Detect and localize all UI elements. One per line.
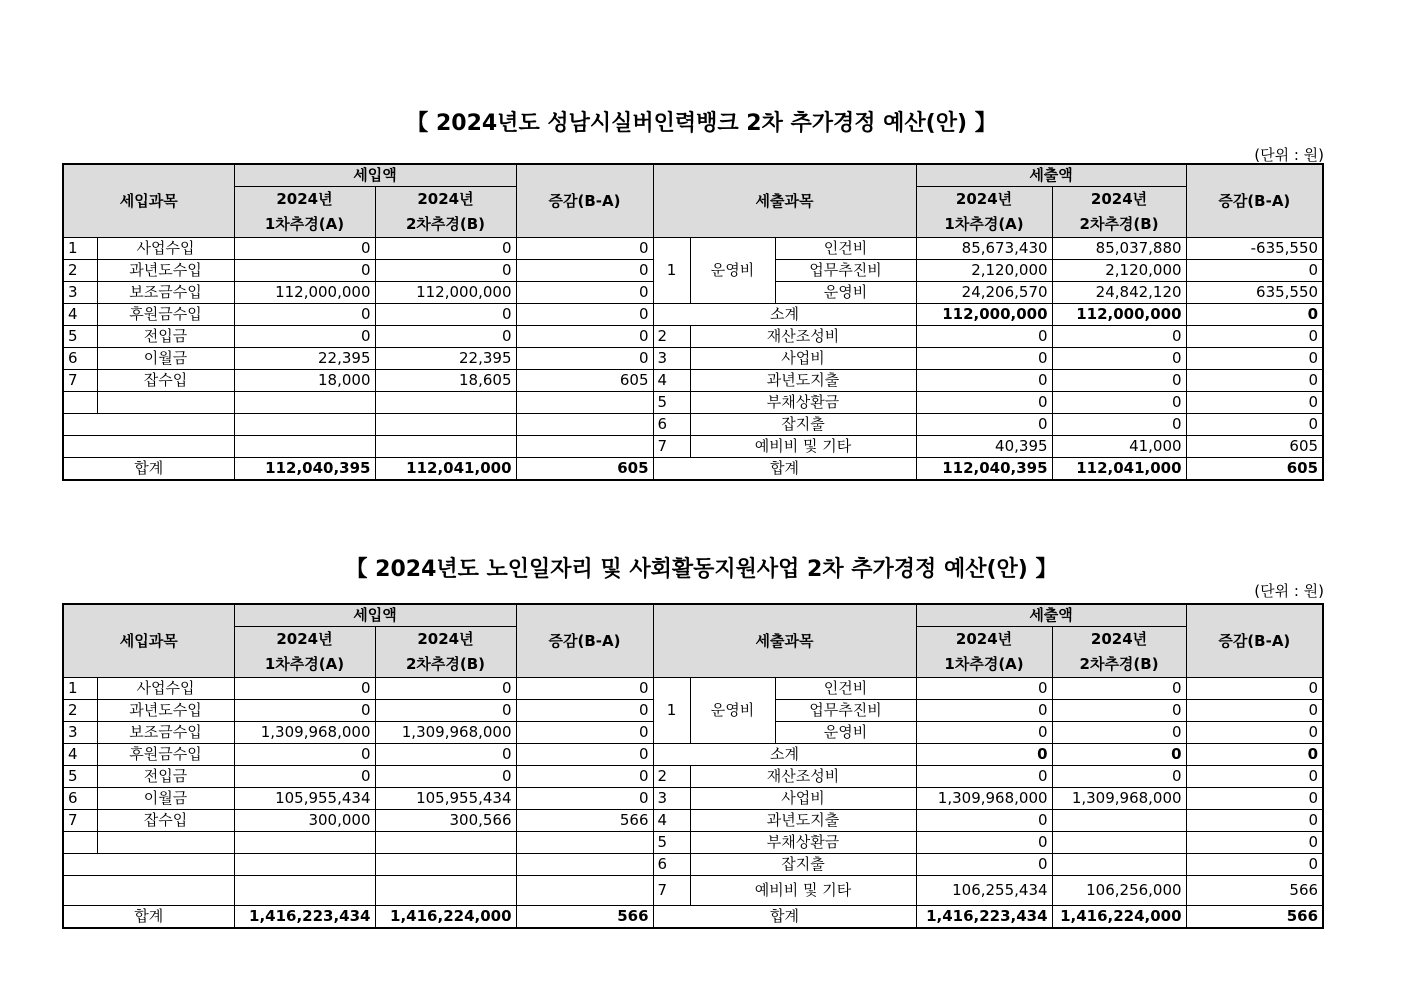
expense-total-label: 합계 bbox=[653, 458, 916, 481]
income-a-empty bbox=[234, 854, 375, 876]
expense-no: 2 bbox=[653, 326, 690, 348]
table-row bbox=[63, 854, 1323, 876]
expense-group-no: 1 bbox=[653, 238, 690, 304]
income-a: 18,000 bbox=[234, 370, 375, 392]
expense-diff: 0 bbox=[1186, 678, 1323, 700]
expense-no: 3 bbox=[653, 788, 690, 810]
expense-diff: 0 bbox=[1186, 370, 1323, 392]
expense-a: 1,309,968,000 bbox=[916, 788, 1052, 810]
income-b-empty bbox=[375, 436, 516, 458]
header-expense-subject: 세출과목 bbox=[653, 164, 916, 238]
expense-name: 예비비 및 기타 bbox=[690, 876, 916, 906]
table-row bbox=[63, 304, 1323, 326]
expense-b: 0 bbox=[1052, 414, 1186, 436]
expense-no: 4 bbox=[653, 370, 690, 392]
income-name: 사업수입 bbox=[97, 238, 234, 260]
expense-b: 0 bbox=[1052, 766, 1186, 788]
expense-b: 1,309,968,000 bbox=[1052, 788, 1186, 810]
income-total-label: 합계 bbox=[63, 458, 234, 481]
income-name: 이월금 bbox=[97, 788, 234, 810]
expense-total-diff: 605 bbox=[1186, 458, 1323, 481]
expense-total-diff: 566 bbox=[1186, 906, 1323, 929]
table-row bbox=[63, 744, 1323, 766]
expense-no: 2 bbox=[653, 766, 690, 788]
expense-total-label: 합계 bbox=[653, 906, 916, 929]
income-no: 6 bbox=[63, 788, 97, 810]
expense-a: 0 bbox=[916, 854, 1052, 876]
income-b-empty bbox=[375, 414, 516, 436]
income-no: 3 bbox=[63, 722, 97, 744]
expense-no: 7 bbox=[653, 436, 690, 458]
table-row bbox=[63, 876, 1323, 906]
expense-item-name: 인건비 bbox=[775, 238, 916, 260]
header-expense-diff: 증감(B-A) bbox=[1186, 164, 1323, 238]
income-diff: 0 bbox=[516, 304, 653, 326]
expense-a: 0 bbox=[916, 810, 1052, 832]
expense-b bbox=[1052, 832, 1186, 854]
expense-no: 7 bbox=[653, 876, 690, 906]
income-diff: 0 bbox=[516, 744, 653, 766]
budget-table-2 bbox=[62, 603, 1324, 929]
income-name-empty bbox=[63, 854, 234, 876]
income-no: 5 bbox=[63, 326, 97, 348]
income-name: 과년도수입 bbox=[97, 700, 234, 722]
budget-table-1 bbox=[62, 163, 1324, 481]
income-name-empty bbox=[63, 436, 234, 458]
expense-name: 과년도지출 bbox=[690, 370, 916, 392]
header-expense-subject: 세출과목 bbox=[653, 604, 916, 678]
expense-item-name: 업무추진비 bbox=[775, 260, 916, 282]
income-name: 보조금수입 bbox=[97, 282, 234, 304]
expense-total-a: 1,416,223,434 bbox=[916, 906, 1052, 929]
expense-diff: 0 bbox=[1186, 722, 1323, 744]
income-no: 3 bbox=[63, 282, 97, 304]
header-income-diff: 증감(B-A) bbox=[516, 164, 653, 238]
income-name-empty bbox=[63, 414, 234, 436]
income-a-empty bbox=[234, 414, 375, 436]
expense-b: 41,000 bbox=[1052, 436, 1186, 458]
income-a: 22,395 bbox=[234, 348, 375, 370]
expense-a: 85,673,430 bbox=[916, 238, 1052, 260]
income-b: 0 bbox=[375, 744, 516, 766]
expense-name: 재산조성비 bbox=[690, 326, 916, 348]
expense-no: 3 bbox=[653, 348, 690, 370]
expense-item-name: 인건비 bbox=[775, 678, 916, 700]
expense-subtotal-b: 0 bbox=[1052, 744, 1186, 766]
expense-name: 예비비 및 기타 bbox=[690, 436, 916, 458]
expense-b: 0 bbox=[1052, 370, 1186, 392]
income-b-empty bbox=[375, 854, 516, 876]
income-b: 0 bbox=[375, 326, 516, 348]
income-total-b: 1,416,224,000 bbox=[375, 906, 516, 929]
expense-b bbox=[1052, 810, 1186, 832]
income-b-empty bbox=[375, 832, 516, 854]
expense-group-name: 운영비 bbox=[690, 238, 775, 304]
income-name: 후원금수입 bbox=[97, 744, 234, 766]
income-no-empty bbox=[63, 392, 97, 414]
header-col-b: 2024년 2차추경(B) bbox=[375, 187, 516, 238]
income-diff: 0 bbox=[516, 260, 653, 282]
income-a-empty bbox=[234, 832, 375, 854]
expense-group-no: 1 bbox=[653, 678, 690, 744]
income-total-label: 합계 bbox=[63, 906, 234, 929]
table1-unit: (단위 : 원) bbox=[1254, 146, 1324, 164]
income-a: 0 bbox=[234, 304, 375, 326]
income-a: 0 bbox=[234, 326, 375, 348]
income-a-empty bbox=[234, 436, 375, 458]
income-a: 0 bbox=[234, 238, 375, 260]
header-income-subject: 세입과목 bbox=[63, 164, 234, 238]
expense-subtotal-b: 112,000,000 bbox=[1052, 304, 1186, 326]
header-expense-col-a: 2024년 1차추경(A) bbox=[916, 627, 1052, 678]
header-col-a: 2024년 1차추경(A) bbox=[234, 627, 375, 678]
expense-name: 부채상환금 bbox=[690, 832, 916, 854]
table-row bbox=[63, 436, 1323, 458]
expense-b: 0 bbox=[1052, 678, 1186, 700]
expense-subtotal-a: 0 bbox=[916, 744, 1052, 766]
income-diff: 0 bbox=[516, 766, 653, 788]
expense-diff: -635,550 bbox=[1186, 238, 1323, 260]
income-no-empty bbox=[63, 832, 97, 854]
income-b: 0 bbox=[375, 260, 516, 282]
income-no: 5 bbox=[63, 766, 97, 788]
income-total-diff: 605 bbox=[516, 458, 653, 481]
expense-a: 0 bbox=[916, 766, 1052, 788]
table-row bbox=[63, 348, 1323, 370]
income-b: 0 bbox=[375, 678, 516, 700]
income-no: 4 bbox=[63, 744, 97, 766]
table-row bbox=[63, 326, 1323, 348]
income-b: 1,309,968,000 bbox=[375, 722, 516, 744]
expense-subtotal-a: 112,000,000 bbox=[916, 304, 1052, 326]
expense-total-b: 112,041,000 bbox=[1052, 458, 1186, 481]
expense-diff: 0 bbox=[1186, 810, 1323, 832]
expense-b: 0 bbox=[1052, 348, 1186, 370]
expense-b: 2,120,000 bbox=[1052, 260, 1186, 282]
income-total-b: 112,041,000 bbox=[375, 458, 516, 481]
expense-no: 5 bbox=[653, 832, 690, 854]
income-b-empty bbox=[375, 876, 516, 906]
expense-no: 6 bbox=[653, 414, 690, 436]
expense-no: 5 bbox=[653, 392, 690, 414]
income-b: 0 bbox=[375, 700, 516, 722]
expense-a: 2,120,000 bbox=[916, 260, 1052, 282]
expense-item-name: 운영비 bbox=[775, 282, 916, 304]
expense-diff: 0 bbox=[1186, 700, 1323, 722]
expense-b: 0 bbox=[1052, 392, 1186, 414]
income-diff: 566 bbox=[516, 810, 653, 832]
header-col-a: 2024년 1차추경(A) bbox=[234, 187, 375, 238]
income-a-empty bbox=[234, 392, 375, 414]
expense-diff: 0 bbox=[1186, 326, 1323, 348]
expense-subtotal-label: 소계 bbox=[653, 744, 916, 766]
header-income-subject: 세입과목 bbox=[63, 604, 234, 678]
income-diff: 0 bbox=[516, 788, 653, 810]
expense-item-name: 운영비 bbox=[775, 722, 916, 744]
income-name: 이월금 bbox=[97, 348, 234, 370]
income-diff: 0 bbox=[516, 326, 653, 348]
income-name-empty bbox=[97, 392, 234, 414]
table-row bbox=[63, 832, 1323, 854]
header-income-amount: 세입액 bbox=[234, 604, 516, 627]
income-total-a: 112,040,395 bbox=[234, 458, 375, 481]
income-b: 105,955,434 bbox=[375, 788, 516, 810]
income-name-empty bbox=[97, 832, 234, 854]
income-no: 7 bbox=[63, 370, 97, 392]
expense-no: 4 bbox=[653, 810, 690, 832]
expense-total-a: 112,040,395 bbox=[916, 458, 1052, 481]
expense-diff: 0 bbox=[1186, 766, 1323, 788]
table2-title: 【 2024년도 노인일자리 및 사회활동지원사업 2차 추가경정 예산(안) 】 bbox=[345, 557, 1058, 582]
table-row bbox=[63, 678, 1323, 700]
income-name: 전입금 bbox=[97, 766, 234, 788]
income-a-empty bbox=[234, 876, 375, 906]
expense-a: 0 bbox=[916, 370, 1052, 392]
income-b-empty bbox=[375, 392, 516, 414]
header-income-diff: 증감(B-A) bbox=[516, 604, 653, 678]
income-b: 0 bbox=[375, 304, 516, 326]
income-diff: 0 bbox=[516, 678, 653, 700]
expense-diff: 605 bbox=[1186, 436, 1323, 458]
income-name: 사업수입 bbox=[97, 678, 234, 700]
expense-a: 0 bbox=[916, 414, 1052, 436]
expense-b: 0 bbox=[1052, 326, 1186, 348]
table-row bbox=[63, 788, 1323, 810]
expense-name: 부채상환금 bbox=[690, 392, 916, 414]
income-b: 112,000,000 bbox=[375, 282, 516, 304]
expense-diff: 0 bbox=[1186, 788, 1323, 810]
income-no: 1 bbox=[63, 678, 97, 700]
income-total-diff: 566 bbox=[516, 906, 653, 929]
header-expense-col-a: 2024년 1차추경(A) bbox=[916, 187, 1052, 238]
income-a: 0 bbox=[234, 744, 375, 766]
table2-unit: (단위 : 원) bbox=[1254, 582, 1324, 600]
table-row bbox=[63, 810, 1323, 832]
income-diff: 0 bbox=[516, 348, 653, 370]
expense-a: 0 bbox=[916, 392, 1052, 414]
header-expense-amount: 세출액 bbox=[916, 604, 1186, 627]
income-total-a: 1,416,223,434 bbox=[234, 906, 375, 929]
income-a: 0 bbox=[234, 700, 375, 722]
expense-diff: 0 bbox=[1186, 414, 1323, 436]
expense-no: 6 bbox=[653, 854, 690, 876]
income-no: 7 bbox=[63, 810, 97, 832]
income-name: 과년도수입 bbox=[97, 260, 234, 282]
income-diff-empty bbox=[516, 876, 653, 906]
income-no: 4 bbox=[63, 304, 97, 326]
expense-a: 0 bbox=[916, 678, 1052, 700]
income-diff: 0 bbox=[516, 700, 653, 722]
expense-diff: 0 bbox=[1186, 392, 1323, 414]
expense-item-name: 업무추진비 bbox=[775, 700, 916, 722]
income-diff: 0 bbox=[516, 282, 653, 304]
expense-name: 사업비 bbox=[690, 348, 916, 370]
income-a: 300,000 bbox=[234, 810, 375, 832]
header-income-amount: 세입액 bbox=[234, 164, 516, 187]
income-b: 18,605 bbox=[375, 370, 516, 392]
income-name: 잡수입 bbox=[97, 810, 234, 832]
expense-b: 85,037,880 bbox=[1052, 238, 1186, 260]
expense-diff: 0 bbox=[1186, 260, 1323, 282]
expense-b: 0 bbox=[1052, 700, 1186, 722]
income-b: 22,395 bbox=[375, 348, 516, 370]
table-row bbox=[63, 370, 1323, 392]
income-diff-empty bbox=[516, 436, 653, 458]
expense-a: 0 bbox=[916, 348, 1052, 370]
income-diff: 605 bbox=[516, 370, 653, 392]
table-row bbox=[63, 238, 1323, 260]
income-a: 112,000,000 bbox=[234, 282, 375, 304]
table-row bbox=[63, 392, 1323, 414]
expense-name: 사업비 bbox=[690, 788, 916, 810]
table-row bbox=[63, 766, 1323, 788]
expense-name: 잡지출 bbox=[690, 854, 916, 876]
header-expense-col-b: 2024년 2차추경(B) bbox=[1052, 187, 1186, 238]
expense-a: 0 bbox=[916, 722, 1052, 744]
expense-subtotal-diff: 0 bbox=[1186, 744, 1323, 766]
income-a: 0 bbox=[234, 678, 375, 700]
income-no: 2 bbox=[63, 700, 97, 722]
income-a: 0 bbox=[234, 260, 375, 282]
total-row bbox=[63, 458, 1323, 481]
expense-diff: 635,550 bbox=[1186, 282, 1323, 304]
expense-subtotal-diff: 0 bbox=[1186, 304, 1323, 326]
header-expense-amount: 세출액 bbox=[916, 164, 1186, 187]
income-name: 보조금수입 bbox=[97, 722, 234, 744]
expense-a: 24,206,570 bbox=[916, 282, 1052, 304]
expense-diff: 0 bbox=[1186, 348, 1323, 370]
income-name: 후원금수입 bbox=[97, 304, 234, 326]
income-diff-empty bbox=[516, 414, 653, 436]
table1-title: 【 2024년도 성남시실버인력뱅크 2차 추가경정 예산(안) 】 bbox=[406, 111, 997, 136]
expense-subtotal-label: 소계 bbox=[653, 304, 916, 326]
expense-group-name: 운영비 bbox=[690, 678, 775, 744]
income-diff-empty bbox=[516, 392, 653, 414]
expense-name: 과년도지출 bbox=[690, 810, 916, 832]
header-expense-diff: 증감(B-A) bbox=[1186, 604, 1323, 678]
expense-b bbox=[1052, 854, 1186, 876]
expense-a: 0 bbox=[916, 700, 1052, 722]
income-diff: 0 bbox=[516, 238, 653, 260]
income-b: 300,566 bbox=[375, 810, 516, 832]
income-no: 1 bbox=[63, 238, 97, 260]
expense-name: 잡지출 bbox=[690, 414, 916, 436]
table-row bbox=[63, 414, 1323, 436]
income-diff: 0 bbox=[516, 722, 653, 744]
expense-a: 40,395 bbox=[916, 436, 1052, 458]
total-row bbox=[63, 906, 1323, 929]
income-b: 0 bbox=[375, 238, 516, 260]
expense-name: 재산조성비 bbox=[690, 766, 916, 788]
expense-a: 0 bbox=[916, 326, 1052, 348]
expense-a: 106,255,434 bbox=[916, 876, 1052, 906]
income-b: 0 bbox=[375, 766, 516, 788]
income-name: 잡수입 bbox=[97, 370, 234, 392]
expense-b: 24,842,120 bbox=[1052, 282, 1186, 304]
income-diff-empty bbox=[516, 832, 653, 854]
expense-a: 0 bbox=[916, 832, 1052, 854]
expense-diff: 0 bbox=[1186, 854, 1323, 876]
income-name-empty bbox=[63, 876, 234, 906]
income-no: 2 bbox=[63, 260, 97, 282]
income-diff-empty bbox=[516, 854, 653, 876]
income-a: 105,955,434 bbox=[234, 788, 375, 810]
income-a: 1,309,968,000 bbox=[234, 722, 375, 744]
income-no: 6 bbox=[63, 348, 97, 370]
header-col-b: 2024년 2차추경(B) bbox=[375, 627, 516, 678]
expense-b: 0 bbox=[1052, 722, 1186, 744]
expense-b: 106,256,000 bbox=[1052, 876, 1186, 906]
income-name: 전입금 bbox=[97, 326, 234, 348]
expense-diff: 0 bbox=[1186, 832, 1323, 854]
income-a: 0 bbox=[234, 766, 375, 788]
header-expense-col-b: 2024년 2차추경(B) bbox=[1052, 627, 1186, 678]
expense-diff: 566 bbox=[1186, 876, 1323, 906]
expense-total-b: 1,416,224,000 bbox=[1052, 906, 1186, 929]
